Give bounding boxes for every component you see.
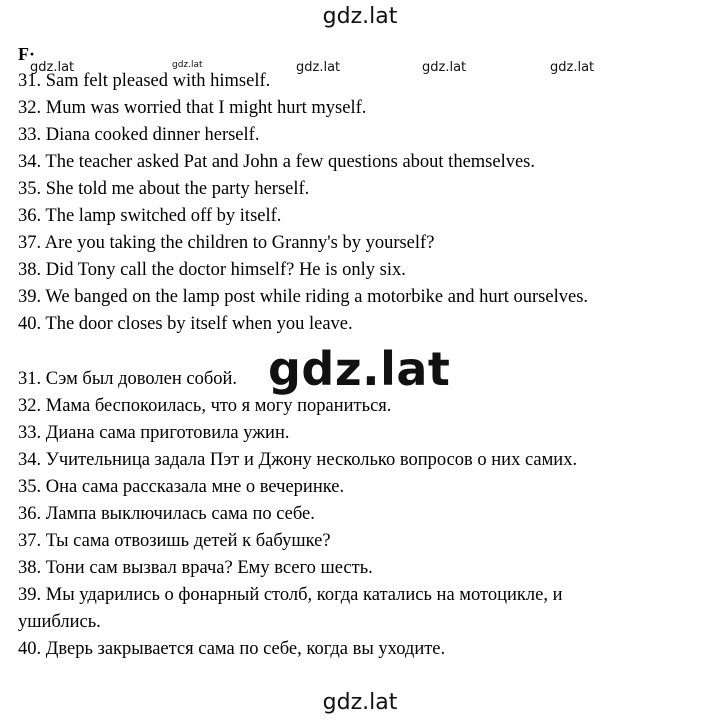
russian-line-35: 35. Она сама рассказала мне о вечеринке. [18,477,345,497]
russian-line-33: 33. Диана сама приготовила ужин. [18,423,290,443]
russian-line-37: 37. Ты сама отвозишь детей к бабушке? [18,531,331,551]
russian-line-31: 31. Сэм был доволен собой. [18,369,238,389]
watermark-top: gdz.lat [322,4,398,29]
watermark-row-2: gdz.lat [172,60,203,70]
english-line-35: 35. She told me about the party herself. [18,179,310,199]
russian-line-32: 32. Мама беспокоилась, что я могу пораниться. [18,396,392,416]
english-line-38: 38. Did Tony call the doctor himself? He is only six. [18,260,406,280]
english-line-36: 36. The lamp switched off by itself. [18,206,282,226]
russian-line-40: 40. Дверь закрывается сама по себе, когда вы уходите. [18,639,446,659]
watermark-row-1: gdz.lat [30,60,75,75]
section-label: F· [18,44,35,64]
watermark-row-4: gdz.lat [422,60,467,75]
english-line-33: 33. Diana cooked dinner herself. [18,125,260,145]
english-line-39: 39. We banged on the lamp post while riding a motorbike and hurt ourselves. [18,287,589,307]
english-line-37: 37. Are you taking the children to Granny's by yourself? [18,233,435,253]
watermark-row-3: gdz.lat [296,60,341,75]
watermark-bottom: gdz.lat [322,690,398,715]
english-line-32: 32. Mum was worried that I might hurt myself. [18,98,367,118]
watermark-row-5: gdz.lat [550,60,595,75]
english-line-31: 31. Sam felt pleased with himself. [18,71,271,91]
english-line-34: 34. The teacher asked Pat and John a few questions about themselves. [18,152,536,172]
english-line-40: 40. The door closes by itself when you leave. [18,314,353,334]
russian-line-34: 34. Учительница задала Пэт и Джону несколько вопросов о них самих. [18,450,578,470]
russian-line-38: 38. Тони сам вызвал врача? Ему всего шесть. [18,558,373,578]
russian-line-36: 36. Лампа выключилась сама по себе. [18,504,315,524]
russian-line-39: 39. Мы ударились о фонарный столб, когда катались на мотоцикле, и [18,585,563,605]
russian-line-39-continued: ушиблись. [18,612,101,632]
watermark-center: gdz.lat [268,342,451,396]
